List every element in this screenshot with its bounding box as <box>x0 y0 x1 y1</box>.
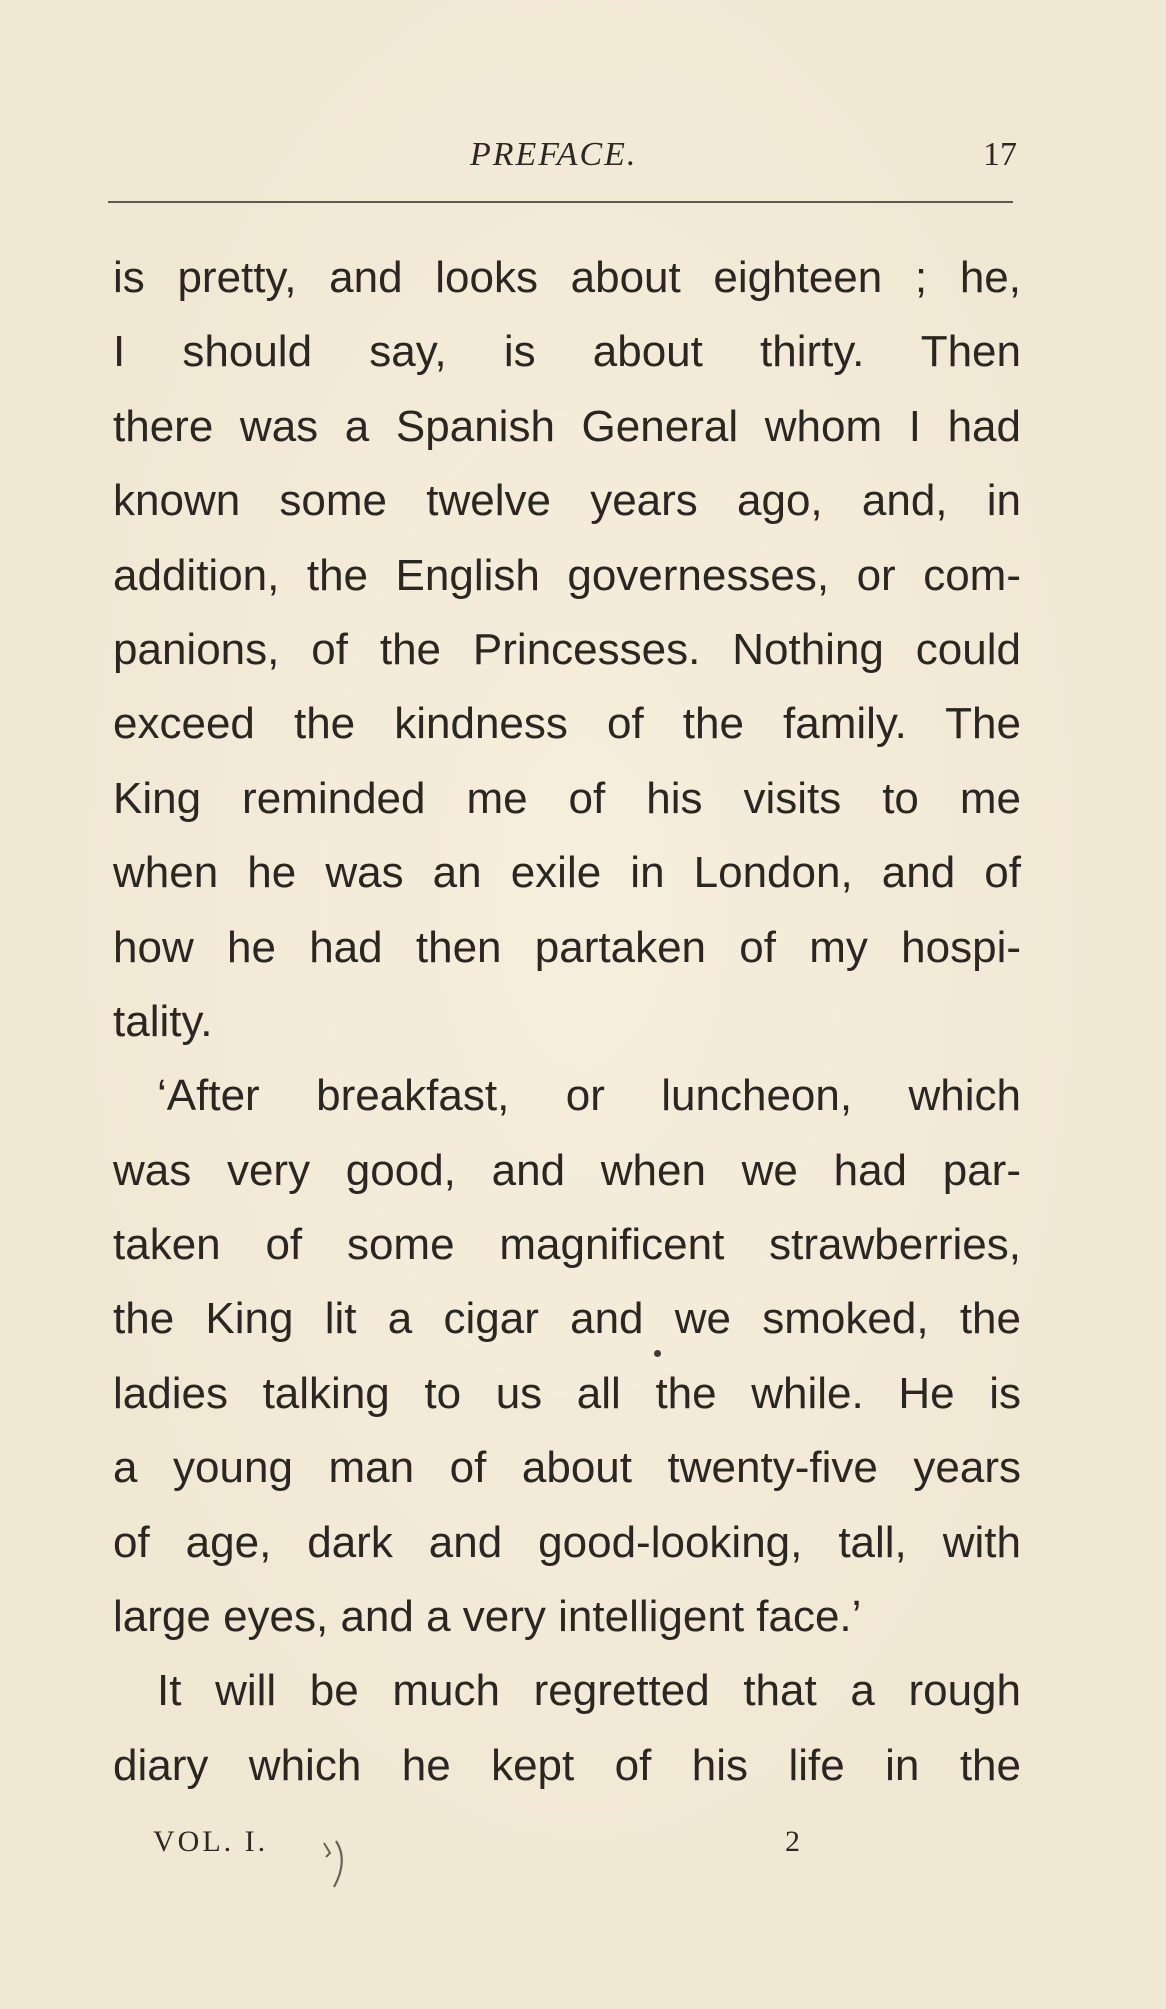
volume-signature: VOL. I. <box>153 1825 269 1858</box>
text-line: tality. <box>113 996 213 1046</box>
ink-dot <box>654 1350 661 1357</box>
header-rule <box>108 201 1013 203</box>
page-number: 17 <box>983 136 1017 173</box>
text-line: when he was an exile in London, and of <box>113 848 1021 898</box>
text-line: King reminded me of his visits to me <box>113 773 1021 823</box>
text-line: is pretty, and looks about eighteen ; he, <box>113 253 1021 302</box>
text-line: taken of some magnificent strawberries, <box>113 1220 1021 1270</box>
text-line: diary which he kept of his life in the <box>113 1740 1021 1790</box>
pencil-mark-icon <box>320 1835 350 1895</box>
text-line: ‘After breakfast, or luncheon, which <box>157 1071 1021 1121</box>
text-line: a young man of about twenty-five years <box>113 1443 1021 1493</box>
text-line: was very good, and when we had par- <box>113 1145 1021 1195</box>
running-head: PREFACE. <box>470 136 638 173</box>
signature-mark: 2 <box>785 1825 800 1858</box>
text-line: of age, dark and good-looking, tall, with <box>113 1517 1021 1567</box>
body-text <box>113 241 1021 1803</box>
text-line: I should say, is about thirty. Then <box>113 327 1021 377</box>
text-line: exceed the kindness of the family. The <box>113 699 1021 749</box>
text-line: large eyes, and a very intelligent face.’ <box>113 1592 862 1642</box>
text-line: It will be much regretted that a rough <box>157 1666 1021 1716</box>
text-line: addition, the English governesses, or com- <box>113 550 1021 600</box>
text-line: panions, of the Princesses. Nothing could <box>113 624 1021 674</box>
text-line: known some twelve years ago, and, in <box>113 476 1021 526</box>
text-line: how he had then partaken of my hospi- <box>113 922 1021 972</box>
text-line: the King lit a cigar and we smoked, the <box>113 1294 1021 1344</box>
text-line: there was a Spanish General whom I had <box>113 401 1021 451</box>
text-line: ladies talking to us all the while. He is <box>113 1368 1021 1418</box>
